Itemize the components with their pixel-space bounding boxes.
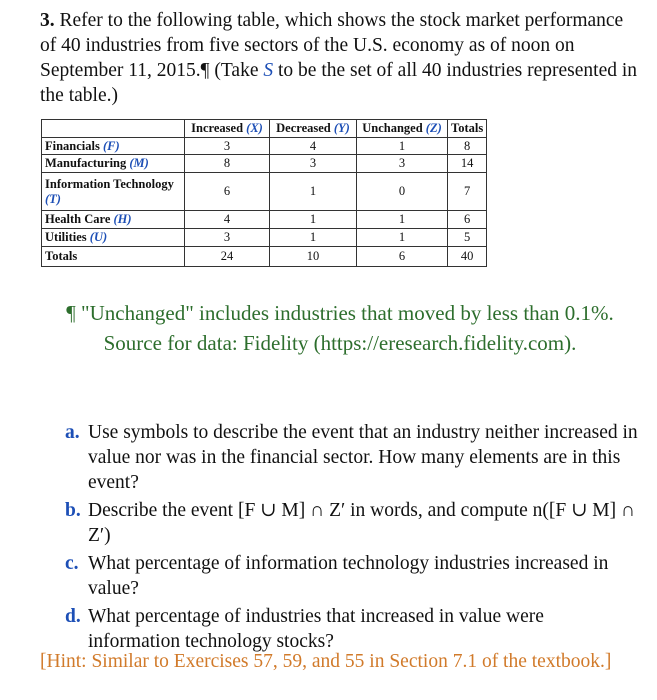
industry-table xyxy=(41,119,487,267)
table-cell: 14 xyxy=(448,155,487,173)
question-letter: b. xyxy=(65,500,81,521)
table-header-row xyxy=(42,120,487,138)
set-symbol-label: (T) xyxy=(45,191,61,206)
table-header-cell: Decreased (Y) xyxy=(270,120,357,138)
question-letter: a. xyxy=(65,422,80,443)
table-cell: 3 xyxy=(185,138,270,155)
table-cell: 7 xyxy=(448,173,487,211)
table-cell: 4 xyxy=(185,211,270,229)
table-row xyxy=(42,138,487,155)
table-header-cell: Totals xyxy=(448,120,487,138)
set-symbol-label: (Z) xyxy=(425,121,442,135)
table-cell: 1 xyxy=(270,211,357,229)
table-header-cell xyxy=(42,120,185,138)
table-cell: 40 xyxy=(448,247,487,267)
table-cell: 10 xyxy=(270,247,357,267)
row-label: Financials (F) xyxy=(42,138,185,155)
question-list xyxy=(40,420,640,657)
take-suffix: to be the set of all 40 industries represented in the table.) xyxy=(40,60,638,106)
question-item xyxy=(40,498,640,548)
set-symbol-label: (H) xyxy=(113,212,132,226)
table-header-cell: Unchanged (Z) xyxy=(357,120,448,138)
question-text: What percentage of industries that increased in value were information technology stocks? xyxy=(88,606,544,652)
problem-intro: Refer to the following table, which shows the stock market performance of 40 industries from five sectors of the U.S. economy as of noon on September 11, 2015. xyxy=(40,10,624,81)
table-cell: 1 xyxy=(357,229,448,247)
table-cell: 3 xyxy=(270,155,357,173)
set-symbol-label: (Y) xyxy=(333,121,350,135)
table-footnote: ¶ "Unchanged" includes industries that moved by less than 0.1%. Source for data: Fidelity (https://eresearch.fidelity.com). xyxy=(66,301,614,355)
question-text: What percentage of information technology industries increased in value? xyxy=(88,553,609,599)
set-symbol-label: (F) xyxy=(103,138,120,153)
table-cell: 5 xyxy=(448,229,487,247)
set-symbol-label: (X) xyxy=(246,121,263,135)
table-row-totals xyxy=(42,247,487,267)
hint-text: [Hint: Similar to Exercises 57, 59, and 55 in Section 7.1 of the textbook.] xyxy=(40,651,612,672)
table-cell: 6 xyxy=(357,247,448,267)
row-label: Information Technology (T) xyxy=(42,173,185,211)
table-row xyxy=(42,211,487,229)
row-label: Utilities (U) xyxy=(42,229,185,247)
table-cell: 8 xyxy=(185,155,270,173)
set-symbol-label: (U) xyxy=(89,230,108,244)
table-cell: 1 xyxy=(357,138,448,155)
table-cell: 24 xyxy=(185,247,270,267)
table-cell: 1 xyxy=(270,173,357,211)
question-text: Use symbols to describe the event that an industry neither increased in value nor was in the financial sector. How many elements are in this event? xyxy=(88,422,638,493)
question-letter: d. xyxy=(65,606,81,627)
question-item xyxy=(40,604,640,654)
question-letter: c. xyxy=(65,553,79,574)
table-cell: 3 xyxy=(357,155,448,173)
table-row xyxy=(42,155,487,173)
problem-statement xyxy=(40,8,640,108)
question-item xyxy=(40,420,640,495)
row-label: Totals xyxy=(42,247,185,267)
problem-number: 3. xyxy=(40,10,55,31)
table-header-cell: Increased (X) xyxy=(185,120,270,138)
question-text: Describe the event [F ∪ M] ∩ Z′ in words, and compute n([F ∪ M] ∩ Z′) xyxy=(88,500,636,546)
take-prefix: (Take xyxy=(214,60,264,81)
table-cell: 6 xyxy=(185,173,270,211)
table-cell: 1 xyxy=(270,229,357,247)
table-cell: 0 xyxy=(357,173,448,211)
set-symbol-label: (M) xyxy=(129,156,149,170)
table-cell: 1 xyxy=(357,211,448,229)
table-cell: 8 xyxy=(448,138,487,155)
set-symbol: S xyxy=(263,60,274,81)
table-row xyxy=(42,229,487,247)
pilcrow-mark: ¶ xyxy=(200,60,210,81)
table-cell: 6 xyxy=(448,211,487,229)
table-cell: 4 xyxy=(270,138,357,155)
row-label: Manufacturing (M) xyxy=(42,155,185,173)
row-label: Health Care (H) xyxy=(42,211,185,229)
question-item xyxy=(40,551,640,601)
table-cell: 3 xyxy=(185,229,270,247)
table-row xyxy=(42,173,487,211)
